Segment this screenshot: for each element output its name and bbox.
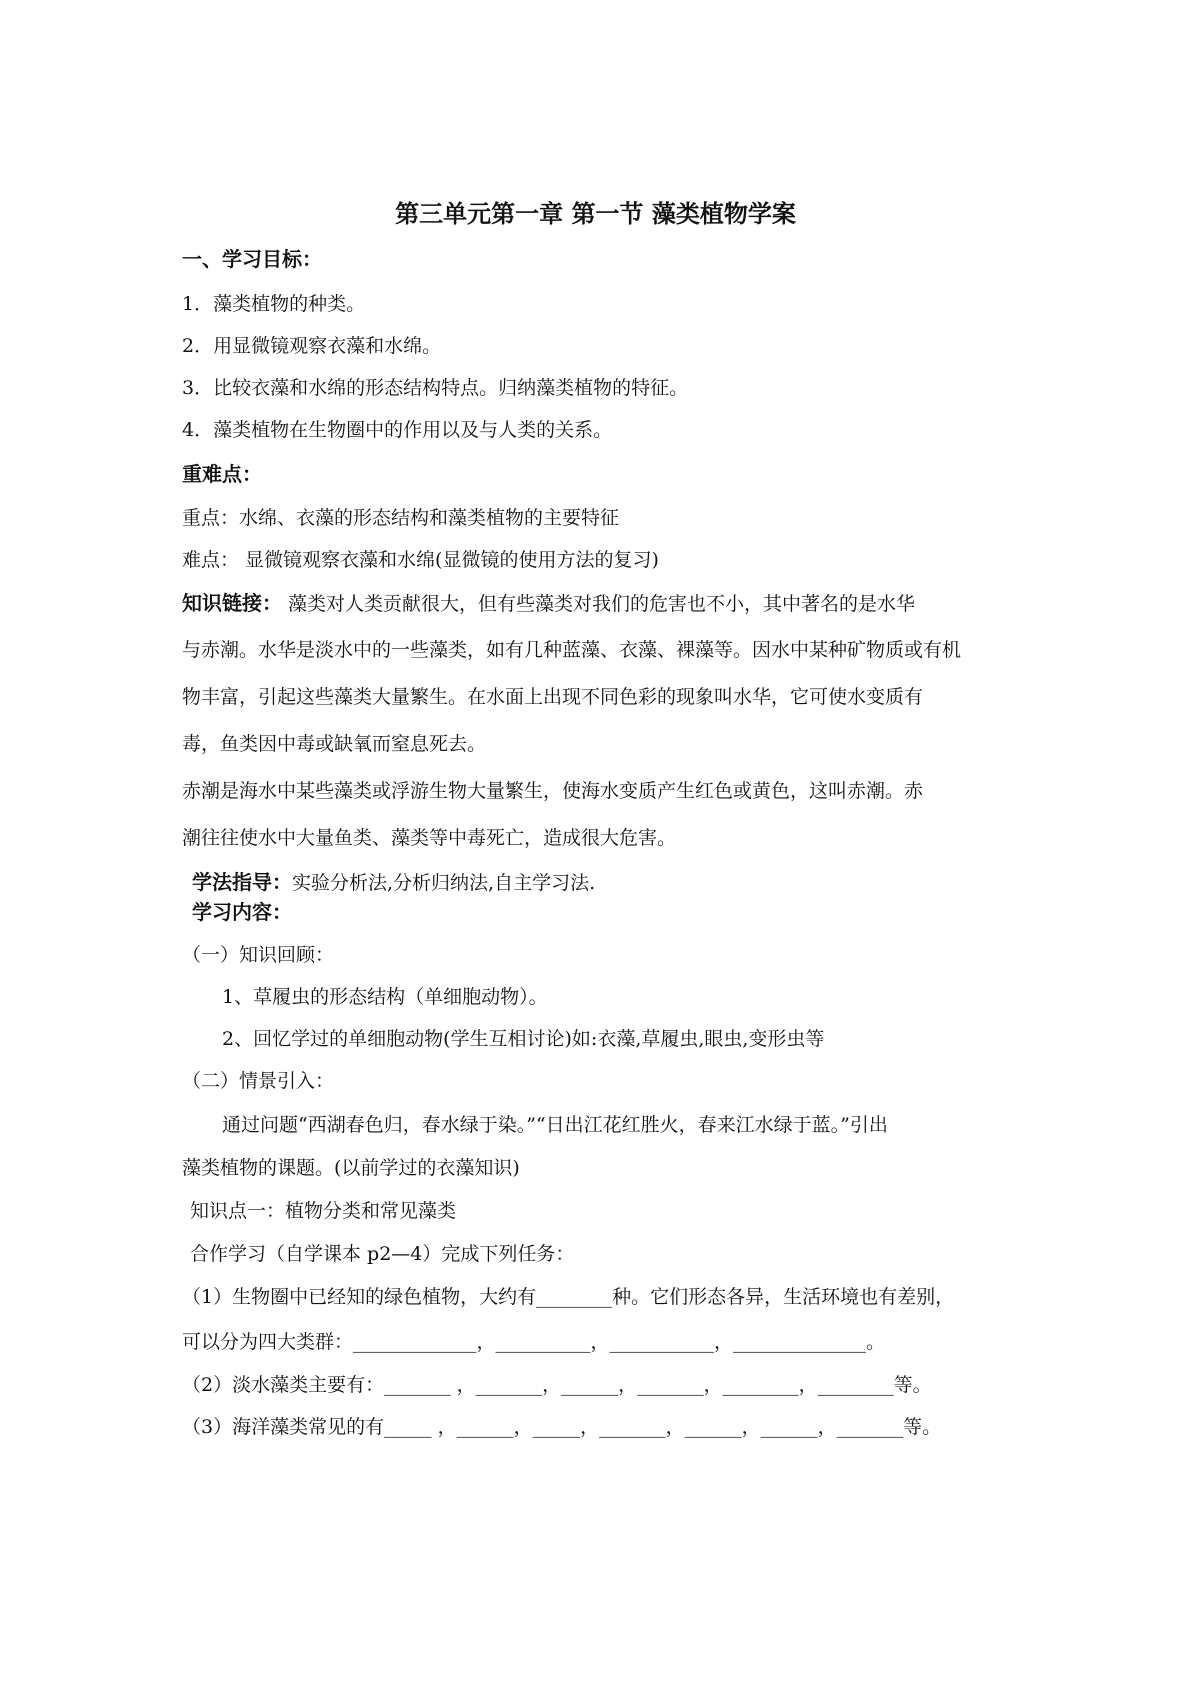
objectives-heading: 一、学习目标： (182, 247, 322, 271)
objective-item: 1．藻类植物的种类。 (182, 293, 366, 315)
method-line (192, 869, 595, 896)
intro-line2: 藻类植物的课题。(以前学过的衣藻知识) (182, 1157, 520, 1179)
question-3: （3）海洋藻类常见的有_____ ，______，_____，_______，______，______，_______等。 (182, 1416, 942, 1438)
knowledge-link-line4: 毒，鱼类因中毒或缺氧而窒息死去。 (182, 733, 487, 755)
knowledge-link-line5: 赤潮是海水中某些藻类或浮游生物大量繁生，使海水变质产生红色或黄色，这叫赤潮。赤 (182, 780, 924, 802)
knowledge-link-line3: 物丰富，引起这些藻类大量繁生。在水面上出现不同色彩的现象叫水华，它可使水变质有 (182, 686, 924, 708)
cooperative-task: 合作学习（自学课本 p2—4）完成下列任务： (190, 1243, 575, 1265)
method-text: 实验分析法,分析归纳法,自主学习法. (292, 872, 596, 894)
objective-item: 4．藻类植物在生物圈中的作用以及与人类的关系。 (182, 419, 613, 441)
review-item: 2、回忆学过的单细胞动物(学生互相讨论)如:衣藻,草履虫,眼虫,变形虫等 (222, 1028, 825, 1050)
key-point-difficulty: 难点： 显微镜观察衣藻和水绵(显微镜的使用方法的复习) (182, 549, 659, 571)
page-title: 第三单元第一章 第一节 藻类植物学案 (395, 200, 796, 228)
question-1b: 可以分为四大类群：_____________，__________，___________，______________。 (182, 1331, 886, 1353)
key-point-focus: 重点：水绵、衣藻的形态结构和藻类植物的主要特征 (182, 507, 620, 529)
knowledge-link-line2: 与赤潮。水华是淡水中的一些藻类，如有几种蓝藻、衣藻、裸藻等。因水中某种矿物质或有机 (182, 639, 962, 661)
intro-line1: 通过问题“西湖春色归，春水绿于染。”“日出江花红胜火，春来江水绿于蓝。”引出 (222, 1114, 888, 1136)
intro-heading: （二）情景引入： (182, 1070, 335, 1092)
objective-item: 2．用显微镜观察衣藻和水绵。 (182, 335, 442, 357)
question-1a: （1）生物圈中已经知的绿色植物，大约有________种。它们形态各异，生活环境也有差别， (182, 1286, 955, 1308)
knowledge-link-label: 知识链接： (182, 591, 282, 615)
knowledge-point-one: 知识点一：植物分类和常见藻类 (190, 1200, 457, 1222)
content-heading: 学习内容： (192, 900, 292, 924)
review-item: 1、草履虫的形态结构（单细胞动物）。 (222, 986, 548, 1008)
question-2: （2）淡水藻类主要有：_______ ，_______，______，_______，________，________等。 (182, 1374, 932, 1396)
knowledge-link-line6: 潮往往使水中大量鱼类、藻类等中毒死亡，造成很大危害。 (182, 827, 677, 849)
knowledge-link-line1 (182, 590, 915, 617)
method-label: 学法指导： (192, 870, 292, 894)
knowledge-link-text: 藻类对人类贡献很大，但有些藻类对我们的危害也不小，其中著名的是水华 (282, 593, 916, 615)
objective-item: 3．比较衣藻和水绵的形态结构特点。归纳藻类植物的特征。 (182, 377, 689, 399)
key-points-heading: 重难点： (182, 462, 262, 486)
review-heading: （一）知识回顾： (182, 944, 335, 966)
